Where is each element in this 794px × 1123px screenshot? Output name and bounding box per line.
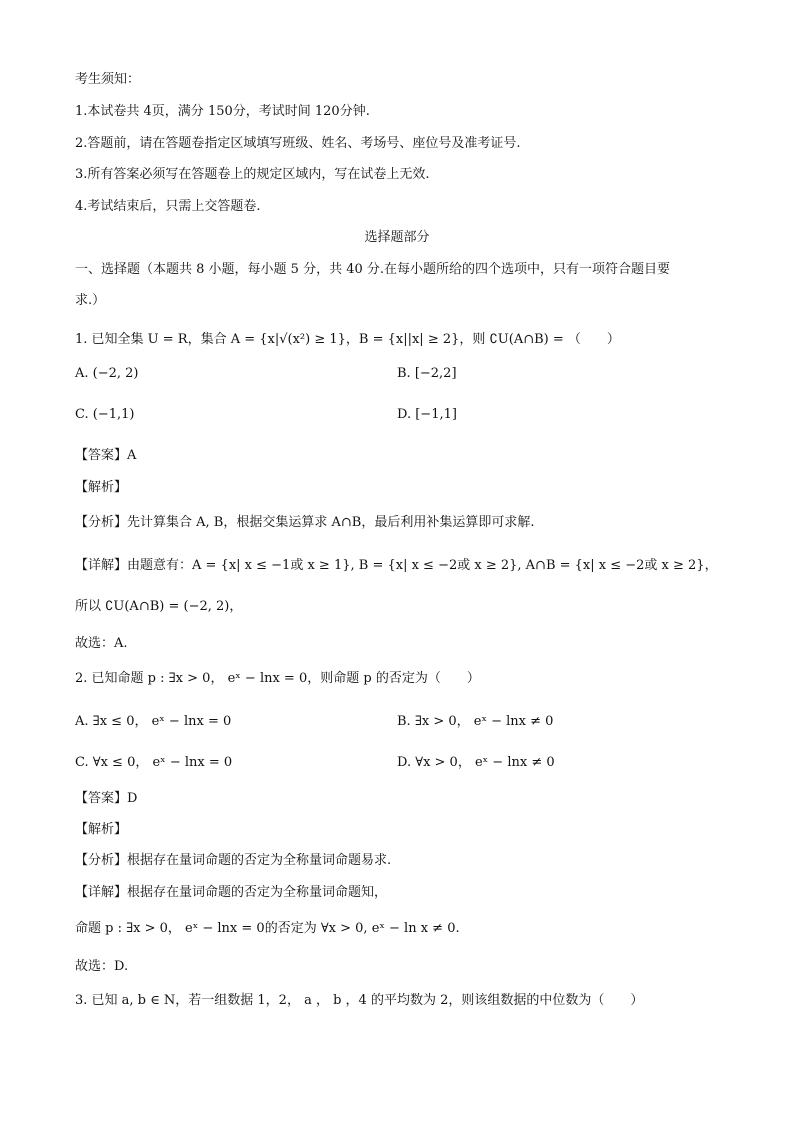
q1-conclusion: 故选：A. [75,636,128,651]
q1-stem: 1. 已知全集 U = R，集合 A = {x|√(x²) ≥ 1}，B = {x||x| ≥ 2}，则 ∁U(A∩B) = （ ） [75,332,620,347]
notice-item-2: 2.答题前，请在答题卷指定区域填写班级、姓名、考场号、座位号及准考证号. [75,136,521,151]
q1-detail-2: 所以 ∁U(A∩B) = (−2, 2)， [75,599,243,614]
q1-analysis-label: 【解析】 [75,480,128,495]
q3-stem: 3. 已知 a, b ∈ N，若一组数据 1，2， a ， b ，4 的平均数为 2，则该组数据的中位数为（ ） [75,993,644,1008]
q2-answer-label: 【答案】 [75,791,128,806]
section-title: 选择题部分 [364,230,430,245]
q2-analysis-label: 【解析】 [75,822,128,837]
q2-option-a: A. ∃x ≤ 0， eˣ − lnx = 0 [75,714,232,729]
notice-title: 考生须知： [75,72,141,87]
q2-fenxi-label: 【分析】 [75,853,128,868]
q1-detail-text: 由题意有：A = {x| x ≤ −1或 x ≥ 1}, B = {x| x ≤ −2或 x ≥ 2}, A∩B = {x| x ≤ −2或 x ≥ 2}， [127,558,718,573]
q1-option-a: A. (−2, 2) [75,366,139,381]
q2-answer [75,787,137,806]
q2-detail [75,881,387,900]
q2-stem: 2. 已知命题 p : ∃x > 0， eˣ − lnx = 0，则命题 p 的否定为（ ） [75,671,480,686]
notice-item-3: 3.所有答案必须写在答题卷上的规定区域内，写在试卷上无效. [75,167,430,182]
q1-fenxi [75,511,534,530]
q2-fenxi-text: 根据存在量词命题的否定为全称量词命题易求. [127,853,392,868]
q1-option-b: B. [−2,2] [397,366,457,381]
notice-item-1: 1.本试卷共 4页，满分 150分，考试时间 120分钟. [75,104,370,119]
notice-item-4: 4.考试结束后，只需上交答题卷. [75,199,261,214]
q2-detail-2: 命题 p : ∃x > 0， eˣ − lnx = 0的否定为 ∀x > 0, eˣ − ln x ≠ 0. [75,921,460,936]
q1-answer-label: 【答案】 [75,448,128,463]
q1-answer-value: A [127,448,137,463]
q1-detail-label: 【详解】 [75,558,128,573]
q1-fenxi-text: 先计算集合 A, B，根据交集运算求 A∩B，最后利用补集运算即可求解. [127,515,535,530]
q1-option-d: D. [−1,1] [397,407,457,422]
part-intro-line-1: 一、选择题（本题共 8 小题，每小题 5 分，共 40 分.在每小题所给的四个选项中，只有一项符合题目要 [75,262,671,277]
q1-fenxi-label: 【分析】 [75,515,128,530]
q1-option-c: C. (−1,1) [75,407,135,422]
q2-detail-text: 根据存在量词命题的否定为全称量词命题知， [127,885,388,900]
q1-answer [75,444,136,463]
q2-fenxi [75,849,391,868]
q2-option-c: C. ∀x ≤ 0， eˣ − lnx = 0 [75,755,233,770]
q1-detail [75,554,718,573]
q2-option-b: B. ∃x > 0， eˣ − lnx ≠ 0 [397,714,554,729]
part-intro-line-2: 求.） [75,293,106,308]
q2-conclusion: 故选：D. [75,959,129,974]
q2-answer-value: D [127,791,138,806]
q2-option-d: D. ∀x > 0， eˣ − lnx ≠ 0 [397,755,555,770]
q2-detail-label: 【详解】 [75,885,128,900]
